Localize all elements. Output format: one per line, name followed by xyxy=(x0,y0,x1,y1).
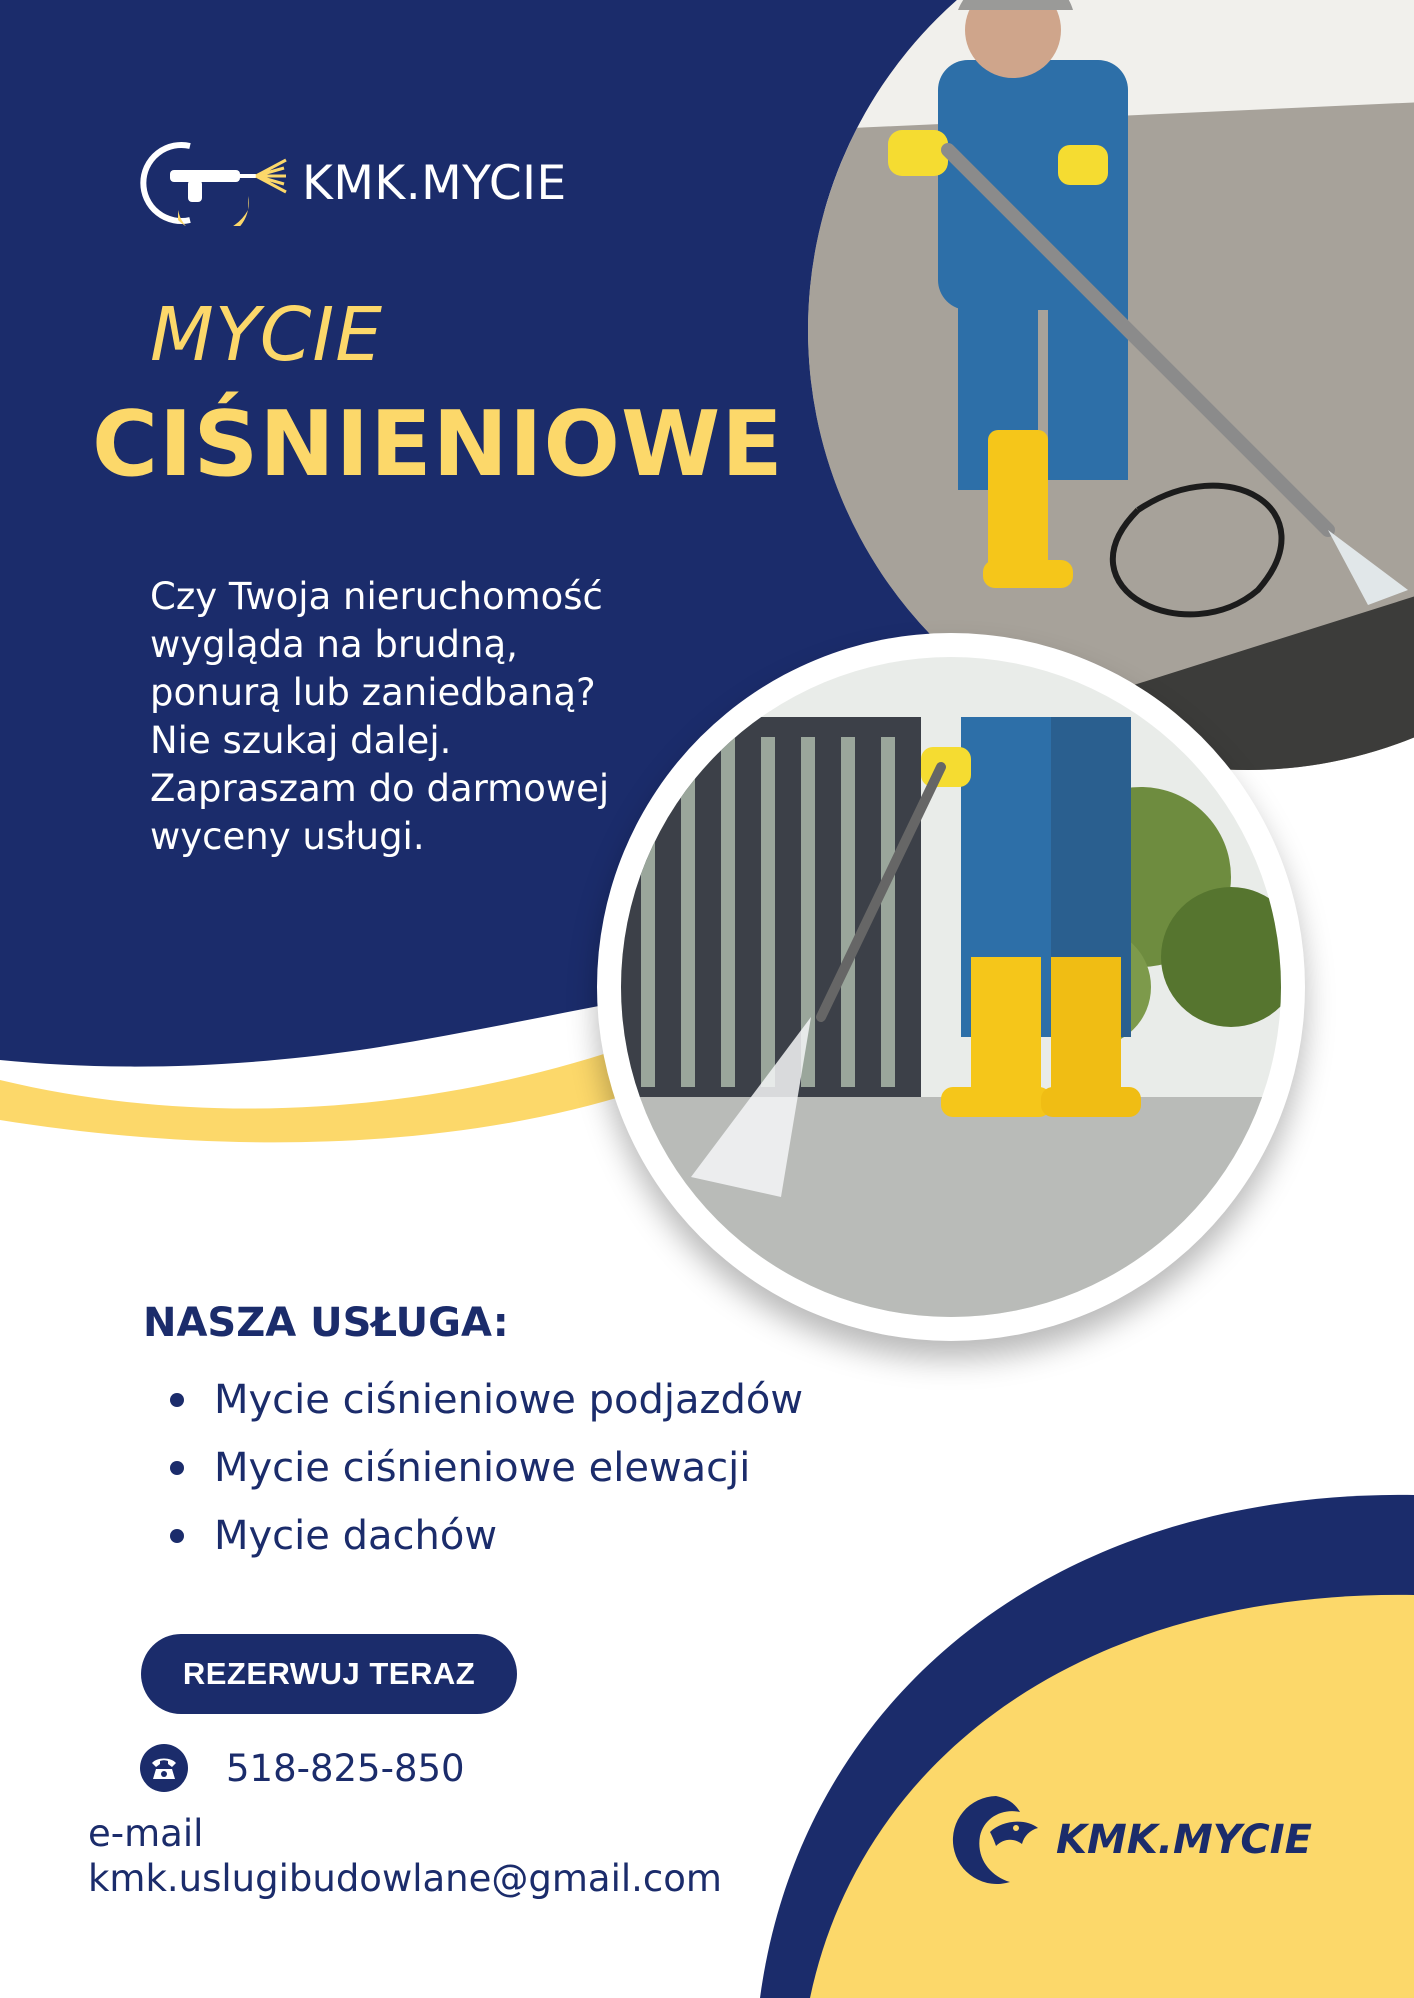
email-address[interactable]: kmk.uslugibudowlane@gmail.com xyxy=(88,1857,722,1900)
bullet-icon xyxy=(170,1393,184,1407)
services-list xyxy=(170,1366,803,1570)
list-item xyxy=(170,1366,803,1434)
brand-logo-top xyxy=(138,138,567,228)
list-item xyxy=(170,1502,803,1570)
brand-name-bottom: KMK.MYCIE xyxy=(1056,1817,1312,1863)
eagle-icon xyxy=(950,1792,1042,1888)
phone-contact[interactable] xyxy=(140,1743,465,1793)
phone-number: 518-825-850 xyxy=(226,1746,465,1790)
photo-washing-driveway xyxy=(621,657,1281,1317)
book-now-button[interactable]: REZERWUJ TERAZ xyxy=(141,1634,517,1714)
intro-text: Czy Twoja nieruchomość wygląda na brudną, ponurą lub zaniedbaną? Nie szukaj dalej. Zapraszam do darmowej wyceny usługi. xyxy=(150,575,610,858)
service-item-label: Mycie dachów xyxy=(214,1513,498,1559)
headline-line-2: CIŚNIENIOWE xyxy=(92,392,784,497)
service-item-label: Mycie ciśnieniowe podjazdów xyxy=(214,1377,804,1423)
brand-logo-bottom xyxy=(950,1790,1312,1890)
list-item xyxy=(170,1434,803,1502)
bullet-icon xyxy=(170,1461,184,1475)
service-item-label: Mycie ciśnieniowe elewacji xyxy=(214,1445,751,1491)
brand-name: KMK.MYCIE xyxy=(302,155,567,211)
headline-line-1: MYCIE xyxy=(150,292,383,378)
email-label: e-mail xyxy=(88,1812,204,1855)
pressure-washer-logo-icon xyxy=(138,140,288,226)
phone-icon xyxy=(140,1744,188,1792)
services-heading: NASZA USŁUGA: xyxy=(143,1300,509,1346)
bullet-icon xyxy=(170,1529,184,1543)
